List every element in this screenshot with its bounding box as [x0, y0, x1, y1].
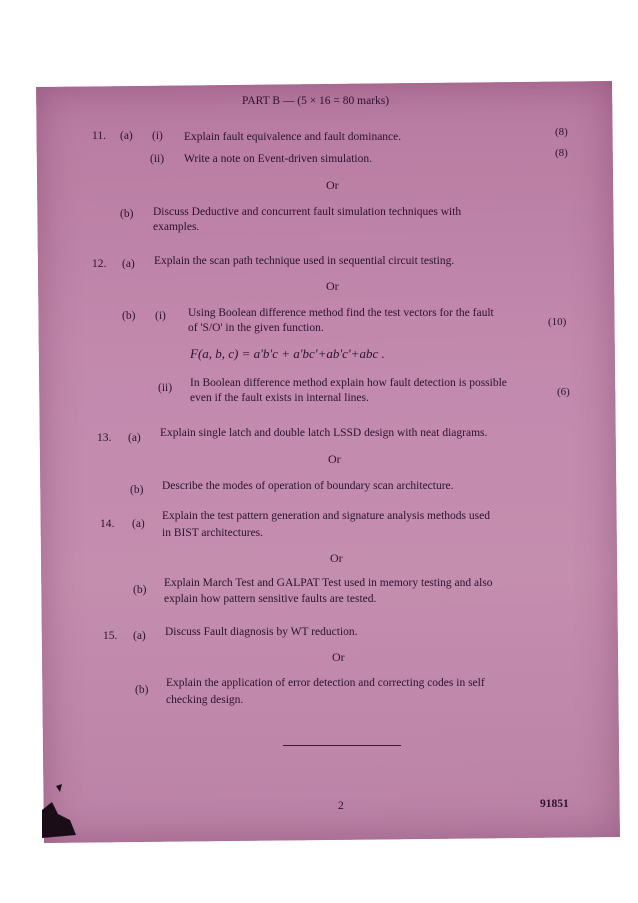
q11-part-a-label: (a)	[120, 130, 133, 142]
q12-b-i-text-line2: of 'S/O' in the given function.	[188, 322, 324, 334]
q15-a-text: Discuss Fault diagnosis by WT reduction.	[165, 626, 358, 638]
q11-a-ii-marks: (8)	[555, 147, 568, 159]
q15-b-text-line2: checking design.	[166, 694, 244, 706]
q11-a-ii-text: Write a note on Event-driven simulation.	[184, 153, 372, 165]
q11-b-text-line2: examples.	[153, 221, 200, 233]
question-15-number: 15.	[103, 630, 118, 642]
q11-part-b-label: (b)	[120, 208, 134, 220]
q13-a-text: Explain single latch and double latch LSSD design with neat diagrams.	[160, 427, 488, 439]
end-divider-line	[283, 745, 401, 746]
q12-a-text: Explain the scan path technique used in sequential circuit testing.	[154, 255, 455, 267]
q11-a-i-text: Explain fault equivalence and fault dominance.	[184, 131, 402, 143]
q13-part-b-label: (b)	[130, 484, 144, 496]
q14-part-a-label: (a)	[132, 518, 145, 530]
q13-part-a-label: (a)	[128, 432, 141, 444]
q14-a-text-line2: in BIST architectures.	[162, 527, 264, 539]
q12-b-i-label: (i)	[155, 310, 166, 322]
q14-part-b-label: (b)	[133, 584, 147, 596]
q14-a-text-line1: Explain the test pattern generation and signature analysis methods used	[162, 510, 490, 522]
q15-part-a-label: (a)	[133, 630, 146, 642]
or-separator: Or	[330, 551, 343, 565]
q12-b-i-marks: (10)	[548, 316, 567, 328]
q11-b-text-line1: Discuss Deductive and concurrent fault simulation techniques with	[153, 206, 462, 218]
q12-b-ii-text-line2: even if the fault exists in internal lines.	[190, 392, 369, 404]
question-12-number: 12.	[92, 258, 107, 270]
question-13-number: 13.	[97, 432, 112, 444]
q14-b-text-line2: explain how pattern sensitive faults are tested.	[164, 593, 377, 605]
page-number: 2	[338, 800, 344, 812]
q12-b-i-text-line1: Using Boolean difference method find the test vectors for the fault	[188, 307, 494, 319]
or-separator: Or	[332, 650, 345, 664]
paper-code: 91851	[540, 798, 569, 810]
q12-b-ii-text-line1: In Boolean difference method explain how fault detection is possible	[190, 377, 507, 389]
q14-b-text-line1: Explain March Test and GALPAT Test used in memory testing and also	[164, 577, 493, 589]
question-14-number: 14.	[100, 518, 115, 530]
q15-b-text-line1: Explain the application of error detection and correcting codes in self	[166, 677, 485, 689]
q13-b-text: Describe the modes of operation of boundary scan architecture.	[162, 480, 454, 492]
q12-part-b-label: (b)	[122, 310, 136, 322]
q11-a-i-marks: (8)	[555, 126, 568, 138]
q11-a-i-label: (i)	[152, 130, 163, 142]
q11-a-ii-label: (ii)	[150, 153, 165, 165]
boolean-function-formula: F(a, b, c) = a'b'c + a'bc'+ab'c'+abc .	[190, 346, 385, 361]
q12-b-ii-marks: (6)	[557, 386, 570, 398]
question-11-number: 11.	[92, 130, 106, 142]
or-separator: Or	[326, 178, 339, 192]
q12-part-a-label: (a)	[122, 258, 135, 270]
q15-part-b-label: (b)	[135, 684, 149, 696]
part-header: PART B — (5 × 16 = 80 marks)	[242, 95, 390, 107]
q12-b-ii-label: (ii)	[158, 382, 173, 394]
ink-stain-mark	[40, 780, 80, 840]
or-separator: Or	[328, 452, 341, 466]
or-separator: Or	[326, 279, 339, 293]
